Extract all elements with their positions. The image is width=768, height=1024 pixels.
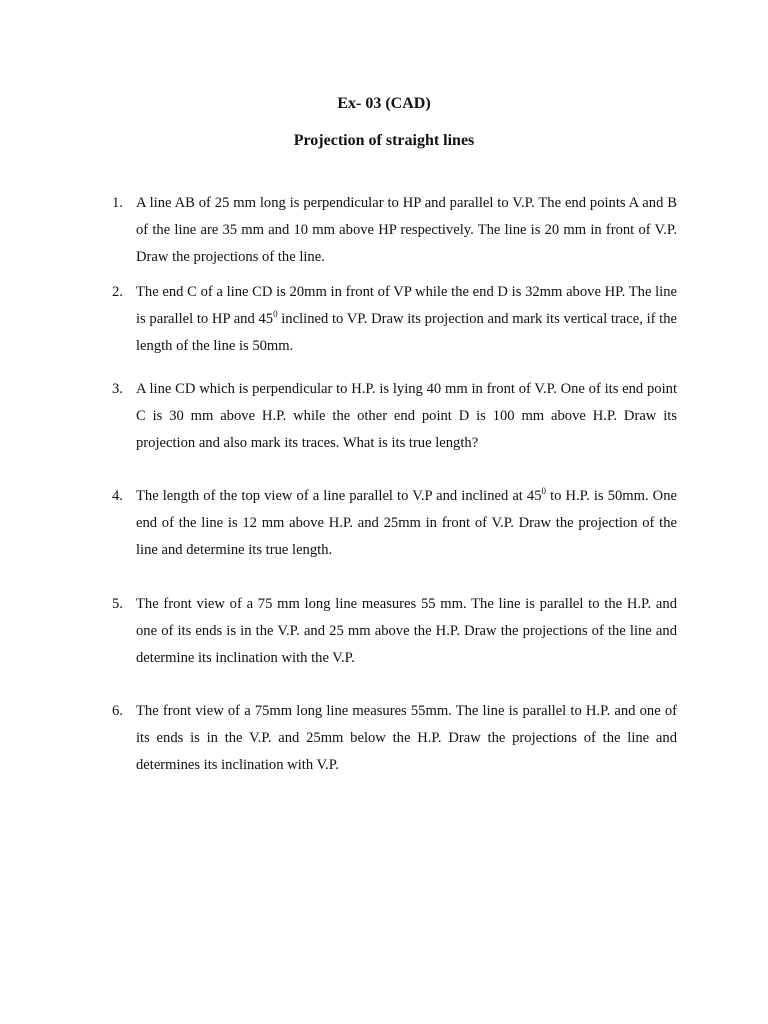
- question-text-part: to H.P. is 50mm. One end of the line is 12 mm above H.P. and 25mm in front of V.P. Draw the projection of the line and determine its true length.: [136, 488, 677, 558]
- question-number: 4.: [112, 488, 123, 504]
- question-item-3: [112, 376, 677, 457]
- page-subtitle: Projection of straight lines: [293, 132, 475, 149]
- question-item-2: [112, 279, 677, 360]
- page-title: Ex- 03 (CAD): [337, 95, 431, 112]
- question-number: 2.: [112, 284, 123, 300]
- question-number: 3.: [112, 381, 123, 397]
- question-item-5: [112, 591, 677, 672]
- question-item-4: [112, 483, 677, 564]
- question-item-1: [112, 190, 677, 271]
- question-number: 6.: [112, 703, 123, 719]
- question-text-part: inclined to VP. Draw its projection and mark its vertical trace, if the length of the line is 50mm.: [136, 311, 678, 354]
- question-number: 5.: [112, 596, 123, 612]
- question-text: [136, 279, 677, 360]
- degree-superscript: 0: [273, 309, 278, 319]
- question-text: A line CD which is perpendicular to H.P. is lying 40 mm in front of V.P. One of its end point C is 30 mm above H.P. while the other end point D is 100 mm above H.P. Draw its projection and also mark its traces. What is its true length?: [136, 381, 677, 451]
- question-text-part: The end C of a line CD is 20mm in front of VP while the end D is 32mm above HP. The line is parallel to HP and 45: [136, 284, 677, 327]
- question-text-part: The length of the top view of a line parallel to V.P and inclined at 45: [136, 488, 542, 504]
- degree-superscript: 0: [541, 486, 547, 496]
- question-text: A line AB of 25 mm long is perpendicular to HP and parallel to V.P. The end points A and B of the line are 35 mm and 10 mm above HP respectively. The line is 20 mm in front of V.P. Draw the projections of the line.: [136, 195, 677, 265]
- question-text: [136, 483, 677, 564]
- question-text: The front view of a 75mm long line measures 55mm. The line is parallel to H.P. and one of its ends is in the V.P. and 25mm below the H.P. Draw the projections of the line and determines its inclination with V.P.: [136, 703, 677, 773]
- question-text: The front view of a 75 mm long line measures 55 mm. The line is parallel to the H.P. and one of its ends is in the V.P. and 25 mm above the H.P. Draw the projections of the line and determine its inclination with the V.P.: [136, 596, 677, 666]
- question-item-6: [112, 698, 677, 779]
- question-number: 1.: [112, 195, 123, 211]
